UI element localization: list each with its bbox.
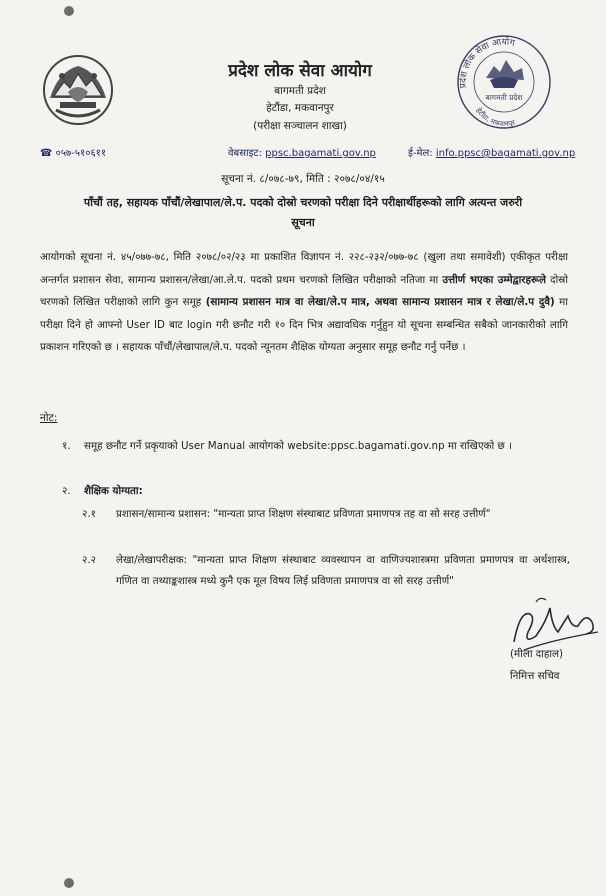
body-text-3: मा परीक्षा दिने हो आफ्नो User ID बाट login गरी छनौट गरी १० दिन भित्र अद्यावधिक गर्नुहुन यो सूचना सम्बन्धित सबैको जानकारीको लागि प्रकाशन गरिएको छ । सहायक पाँचौं/लेखापाल/ले.प. पदको न्यूनतम शैक्षिक योग्यता अनुसार समूह छनौट गर्नु पर्नेछ । xyxy=(40,296,569,353)
svg-text:हेटौंडा, मकवानपुर xyxy=(474,106,516,128)
address: हेटौंडा, मकवानपुर xyxy=(266,102,334,114)
branch: (परीक्षा सञ्चालन शाखा) xyxy=(253,120,347,132)
email-link[interactable]: info.ppsc@bagamati.gov.np xyxy=(435,148,576,159)
website-link[interactable]: ppsc.bagamati.gov.np xyxy=(265,148,376,159)
sub-note-text: प्रशासन/सामान्य प्रशासन: "मान्यता प्राप्त शिक्षण संस्थाबाट प्रविणता प्रमाणपत्र तह वा सो सरह उत्तीर्ण" xyxy=(116,508,491,520)
website-contact xyxy=(228,145,376,159)
body-bold-1: उत्तीर्ण भएका उम्मेद्वारहरूले xyxy=(442,273,546,286)
notice-subject xyxy=(40,193,566,233)
notice-number: सूचना नं. ८/०७८-७९, मिति : २०७८/०४/१५ xyxy=(221,173,385,185)
signer-name: (मीला दाहाल) xyxy=(510,648,564,660)
phone-number: ☎ ०५७-५१०६११ xyxy=(40,148,107,159)
punch-hole-bottom xyxy=(64,878,74,888)
stamp-bottom-text: हेटौंडा, मकवानपुर xyxy=(474,106,516,129)
email-label: ई-मेल: xyxy=(408,148,433,159)
sub-note-number: २.२ xyxy=(82,554,96,566)
email-contact xyxy=(408,145,575,159)
punch-hole-top xyxy=(64,6,74,16)
stamp-ring-text: प्रदेश लोक सेवा आयोग xyxy=(458,37,516,89)
body-paragraph xyxy=(40,246,568,359)
province: बागमती प्रदेश xyxy=(274,85,326,97)
subject-line-2: सूचना xyxy=(291,216,315,229)
sub-note-text: लेखा/लेखापरीक्षक: "मान्यता प्राप्त शिक्षण संस्थाबाट व्यवस्थापन वा वाणिज्यशास्त्रमा प्रविणता प्रमाणपत्र वा अर्थशास्त्र, गणित वा तथ्याङ्कशास्त्र मध्ये कुनै एक मूल विषय लिई प्रविणता प्रमाणपत्र वा सो सरह उत्तीर्ण" xyxy=(116,554,570,587)
body-bold-2: (सामान्य प्रशासन मात्र वा लेखा/ले.प मात्र, अथवा सामान्य प्रशासन मात्र र लेखा/ले.प दुवै) xyxy=(205,296,555,308)
stamp-center-text: बागमती प्रदेश xyxy=(485,93,523,102)
sub-note-number: २.१ xyxy=(82,508,96,520)
note-text: शैक्षिक योग्यता: xyxy=(84,485,143,497)
org-name: प्रदेश लोक सेवा आयोग xyxy=(228,61,372,81)
website-label: वेबसाइट: xyxy=(228,148,262,159)
signer-title: निमित्त सचिव xyxy=(510,670,560,682)
note-text: समूह छनौट गर्ने प्रकृयाको User Manual आयोगको website:ppsc.bagamati.gov.np मा राखिएको छ । xyxy=(84,440,512,452)
body-text-2: दोस्रो चरणको लिखित परीक्षाको लागि कुन समूह xyxy=(40,273,568,308)
note-number: २. xyxy=(62,485,71,497)
nepal-emblem-logo xyxy=(40,52,116,128)
note-heading: नोट: xyxy=(40,412,58,424)
note-number: १. xyxy=(62,440,71,452)
subject-line-1: पाँचौं तह, सहायक पाँचौं/लेखापाल/ले.प. पदको दोस्रो चरणको परीक्षा दिने परीक्षार्थीहरूको लागि अत्यन्त जरुरी xyxy=(83,196,523,209)
body-text-1: आयोगको सूचना नं. ४५/०७७-७८, मिति २०७८/०२/२३ मा प्रकाशित विज्ञापन नं. २२८-२३२/०७७-७८ (खुला तथा समावेशी) एकीकृत परीक्षा अन्तर्गत प्रशासन सेवा, सामान्य प्रशासन/लेखा/आ.ले.प. पदको प्रथम चरणको लिखित परीक्षाको नतिजा मा xyxy=(40,251,568,286)
